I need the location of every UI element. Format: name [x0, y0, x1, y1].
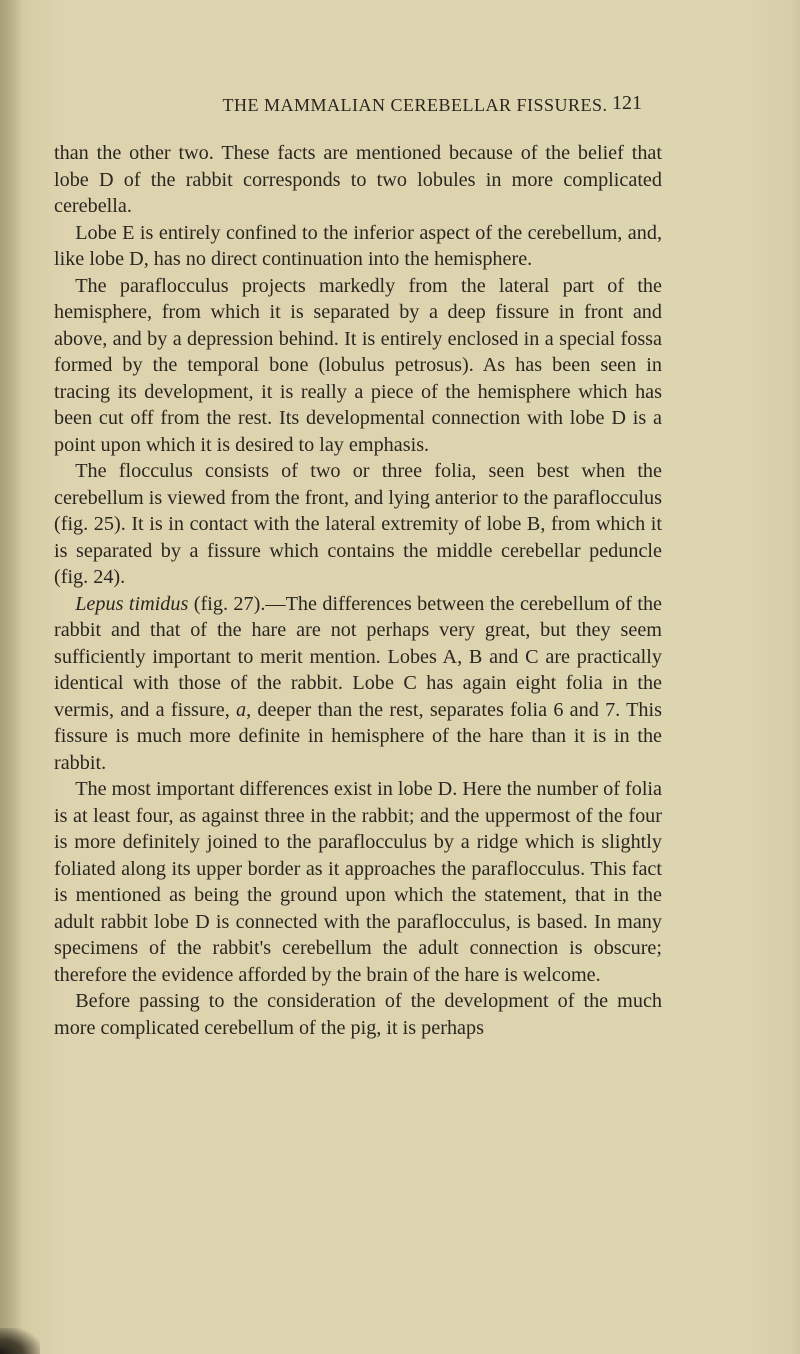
corner-shadow	[0, 1328, 40, 1354]
body-text	[54, 140, 662, 1041]
fissure-label: a	[236, 698, 247, 721]
paragraph-lepus	[54, 591, 662, 777]
paragraph: Before passing to the consideration of the development of the much more complicated cerebellum of the pig, it is perhaps	[54, 990, 662, 1039]
paragraph: Lobe E is entirely confined to the inferior aspect of the cerebellum, and, like lobe D, has no direct continuation into the hemisphere.	[54, 221, 662, 270]
page-number: 121	[612, 92, 642, 114]
paragraph: The most important differences exist in lobe D. Here the number of folia is at least four, as against three in the rabbit; and the uppermost of the four is more definitely joined to the paraflocculus by a ridge which is slightly foliated along its upper border as it approaches the paraflocculus. This fact is mentioned as being the ground upon which the statement, that in the adult rabbit lobe D is connected with the paraflocculus, is based. In many specimens of the rabbit's cerebellum the adult connection is obscure; therefore the evidence afforded by the brain of the hare is welcome.	[54, 778, 662, 986]
paragraph-text: , deeper than the rest, separates folia 6 and 7. This fissure is much more definite in hemisphere of the hare than it is in the rabbit.	[54, 698, 662, 774]
running-head: THE MAMMALIAN CEREBELLAR FISSURES.	[222, 95, 608, 115]
paragraph: than the other two. These facts are mentioned because of the belief that lobe D of the rabbit corresponds to two lobules in more complicated cerebella.	[54, 142, 662, 217]
spine-shadow	[0, 0, 22, 1354]
paragraph-text: (fig. 27).—The differences between the cerebellum of the rabbit and that of the hare are not perhaps very great, but they seem sufficiently important to merit mention. Lobes A, B and C are practically identical with those of the rabbit. Lobe C has again eight folia in the vermis, and a fissure,	[54, 592, 663, 721]
species-name: Lepus timidus	[75, 592, 189, 615]
paragraph: The flocculus consists of two or three folia, seen best when the cerebellum is viewed from the front, and lying anterior to the paraflocculus (fig. 25). It is in contact with the lateral extremity of lobe B, from which it is separated by a fissure which contains the middle cerebellar peduncle (fig. 24).	[54, 460, 662, 588]
paragraph: The paraflocculus projects markedly from the lateral part of the hemisphere, from which it is separated by a deep fissure in front and above, and by a depression behind. It is entirely enclosed in a special fossa formed by the temporal bone (lobulus petrosus). As has been seen in tracing its development, it is really a piece of the hemisphere which has been cut off from the rest. Its developmental connection with lobe D is a point upon which it is desired to lay emphasis.	[54, 274, 662, 456]
